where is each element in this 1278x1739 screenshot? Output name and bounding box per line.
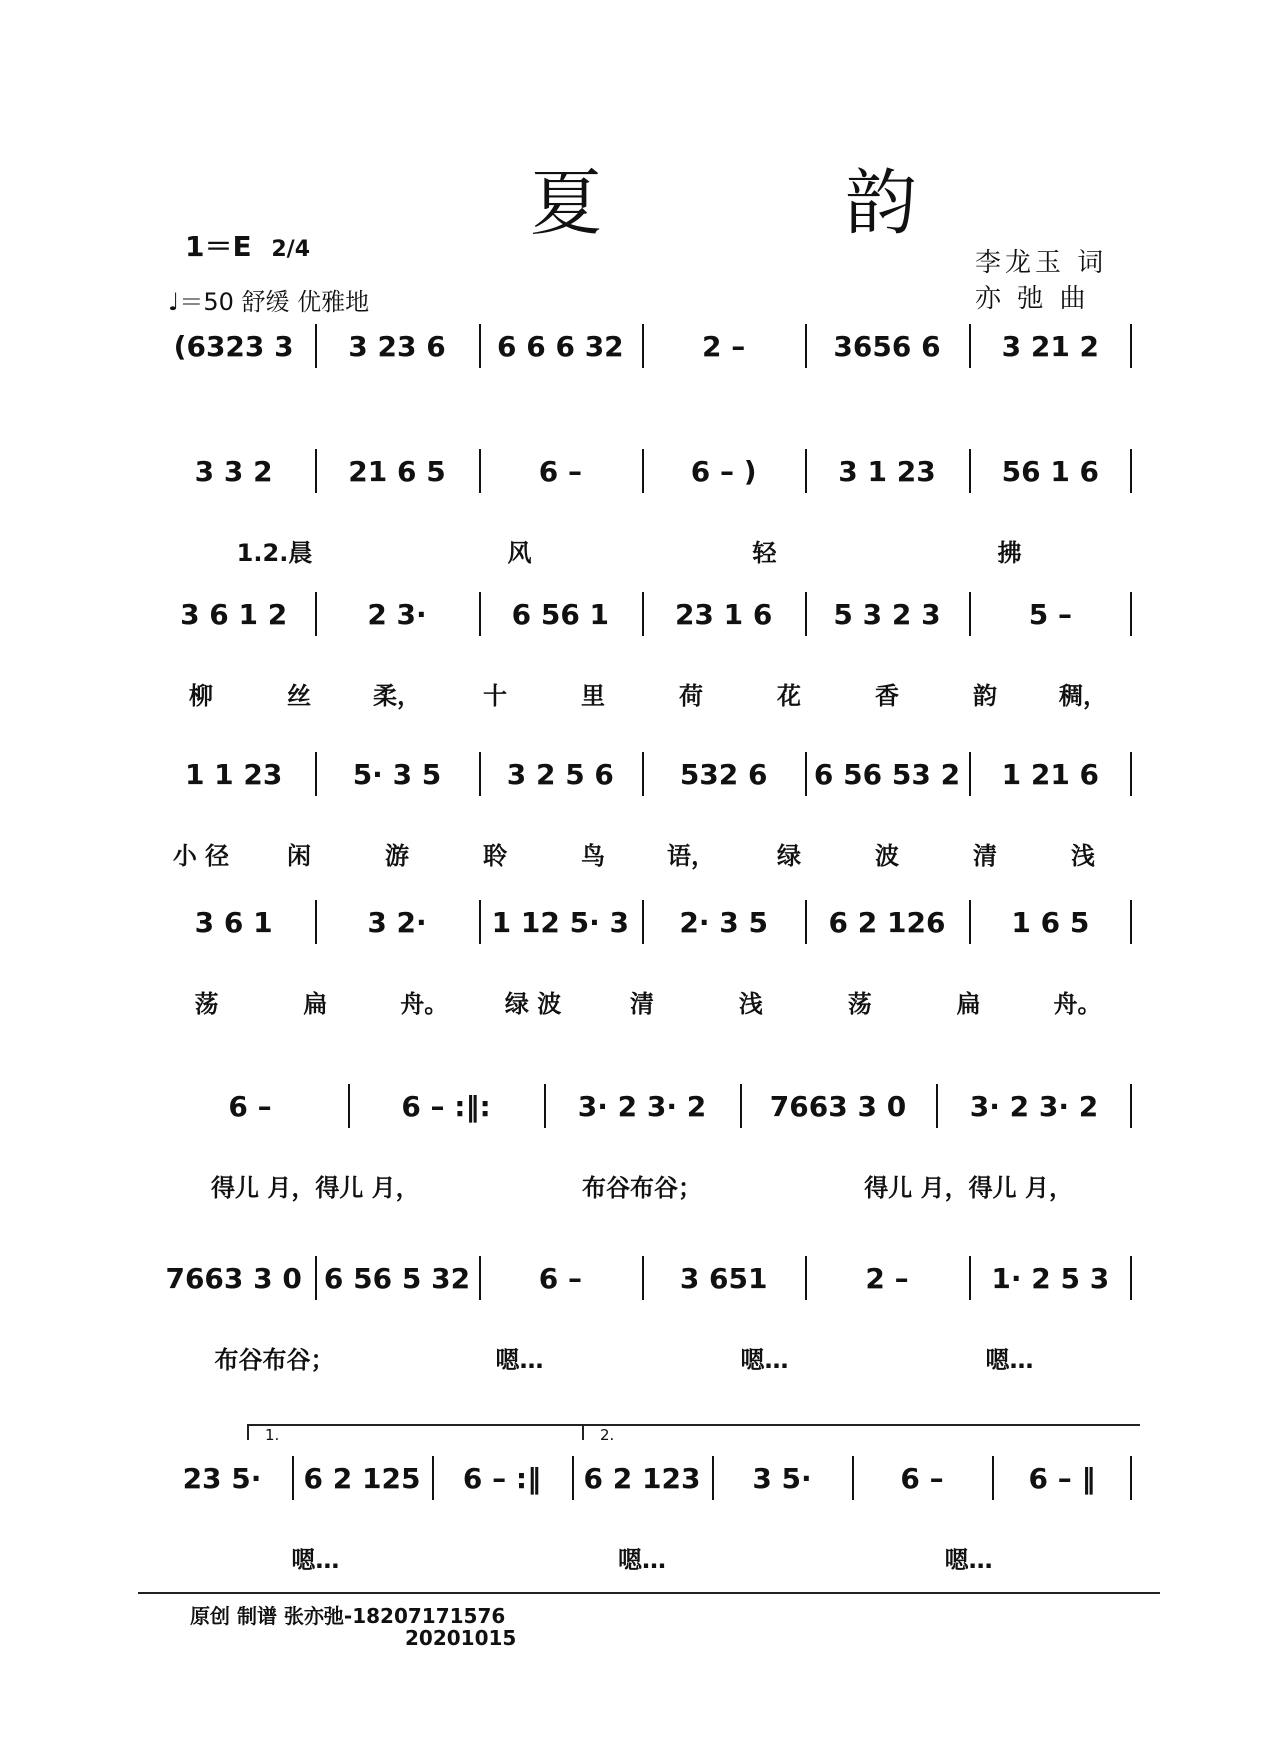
measure-line xyxy=(152,598,1132,648)
barline xyxy=(969,1256,971,1300)
measure: 6 2 123 xyxy=(583,1462,701,1495)
barline xyxy=(969,324,971,368)
barline xyxy=(740,1084,742,1128)
measure: 3 23 6 xyxy=(348,330,446,363)
measure: 6 – :‖ xyxy=(462,1462,542,1495)
lyric-syllable: 语， xyxy=(667,842,715,870)
measure: 3 651 xyxy=(679,1262,768,1295)
lyrics-line xyxy=(152,984,1132,1024)
measure: 1 12 5· 3 xyxy=(491,906,629,939)
lyric-syllable: 浅 xyxy=(1071,842,1095,870)
measure: 2· 3 5 xyxy=(679,906,768,939)
score-row xyxy=(152,1426,1132,1612)
measure-line xyxy=(152,455,1132,505)
barline xyxy=(432,1456,434,1500)
lyric-syllable: 鸟 xyxy=(581,842,605,870)
barline xyxy=(315,324,317,368)
lyric-syllable: 柳 xyxy=(189,682,213,710)
measure: 6 56 53 2 xyxy=(813,758,961,791)
measure: 6 – ‖ xyxy=(1028,1462,1096,1495)
measure: 2 – xyxy=(702,330,746,363)
measure-line xyxy=(152,906,1132,956)
measure: 3· 2 3· 2 xyxy=(969,1090,1099,1123)
barline xyxy=(805,324,807,368)
lyrics-line xyxy=(152,1540,1132,1580)
lyric-syllable: 嗯… xyxy=(740,1346,789,1374)
measure: 3656 6 xyxy=(833,330,941,363)
lyric-syllable: 轻 xyxy=(752,539,777,567)
key-signature xyxy=(185,225,310,265)
lyric-syllable: 布谷布谷； xyxy=(214,1346,335,1374)
measure: 3 6 1 xyxy=(194,906,273,939)
lyric-syllable: 闲 xyxy=(287,842,311,870)
barline xyxy=(479,1256,481,1300)
lyric-syllable: 扁 xyxy=(303,990,328,1018)
measure-line xyxy=(152,1462,1132,1512)
lyric-syllable: 花 xyxy=(777,682,801,710)
measure: 6 56 5 32 xyxy=(323,1262,471,1295)
barline xyxy=(642,1256,644,1300)
measure: 3 2 5 6 xyxy=(506,758,614,791)
composer-credit: 亦 弛 曲 xyxy=(975,284,1090,314)
score-row xyxy=(152,758,1132,908)
measure: 6 2 125 xyxy=(303,1462,421,1495)
barline xyxy=(969,752,971,796)
lyric-syllable: 荡 xyxy=(847,990,872,1018)
lyric-syllable: 聆 xyxy=(483,842,507,870)
lyric-syllable: 嗯… xyxy=(291,1546,340,1574)
barline xyxy=(479,324,481,368)
measure: 5 – xyxy=(1028,598,1072,631)
lyric-syllable: 嗯… xyxy=(495,1346,544,1374)
lyric-syllable: 稠， xyxy=(1059,682,1107,710)
lyric-syllable: 嗯… xyxy=(985,1346,1034,1374)
lyric-syllable: 浅 xyxy=(738,990,763,1018)
song-title: 夏 韵 xyxy=(530,161,1027,245)
barline xyxy=(315,900,317,944)
lyric-syllable: 清 xyxy=(973,842,997,870)
barline xyxy=(572,1456,574,1500)
lyric-syllable: 荡 xyxy=(194,990,219,1018)
measure: 1· 2 5 3 xyxy=(991,1262,1110,1295)
barline xyxy=(805,752,807,796)
measure: 6 6 6 32 xyxy=(497,330,624,363)
barline xyxy=(1130,752,1132,796)
lyric-syllable: 绿 xyxy=(777,842,801,870)
measure: 6 – xyxy=(538,455,582,488)
barline xyxy=(805,592,807,636)
lyric-syllable: 得儿 月，得儿 月， xyxy=(210,1174,420,1202)
volta-bracket: 2. xyxy=(582,1424,1140,1440)
barline xyxy=(315,449,317,493)
measure: 21 6 5 xyxy=(348,455,446,488)
measure: 23 5· xyxy=(182,1462,262,1495)
score-row xyxy=(152,906,1132,1056)
measure: 7663 3 0 xyxy=(165,1262,302,1295)
barline xyxy=(1130,324,1132,368)
lyrics-line xyxy=(152,836,1132,876)
barline xyxy=(479,449,481,493)
measure: 23 1 6 xyxy=(674,598,773,631)
barline xyxy=(936,1084,938,1128)
measure: 1 21 6 xyxy=(1001,758,1100,791)
footer-divider xyxy=(138,1592,1160,1594)
measure: 6 – :‖: xyxy=(401,1090,491,1123)
measure: 7663 3 0 xyxy=(769,1090,907,1123)
barline xyxy=(1130,592,1132,636)
measure: 3 3 2 xyxy=(194,455,273,488)
measure: 6 – xyxy=(538,1262,582,1295)
lyric-syllable: 布谷布谷； xyxy=(582,1174,702,1202)
measure: 2 3· xyxy=(367,598,427,631)
barline xyxy=(642,900,644,944)
lyric-syllable: 柔， xyxy=(373,682,421,710)
key-label: 1＝E xyxy=(185,230,252,263)
score-row xyxy=(152,598,1132,748)
measure: 532 6 xyxy=(679,758,768,791)
measure: 3 6 1 2 xyxy=(180,598,288,631)
measure: 1 6 5 xyxy=(1011,906,1090,939)
barline xyxy=(1130,449,1132,493)
barline xyxy=(544,1084,546,1128)
footer-date: 20201015 xyxy=(405,1626,517,1650)
barline xyxy=(1130,1084,1132,1128)
lyric-syllable: 荷 xyxy=(679,682,703,710)
barline xyxy=(479,900,481,944)
lyric-syllable: 丝 xyxy=(287,682,311,710)
measure-line xyxy=(152,1090,1132,1140)
barline xyxy=(642,324,644,368)
score-row xyxy=(152,1262,1132,1412)
measure: 3 2· xyxy=(367,906,427,939)
lyric-syllable: 游 xyxy=(385,842,409,870)
volta-bracket: 1. xyxy=(247,1424,590,1440)
barline xyxy=(969,900,971,944)
score-row xyxy=(152,1090,1132,1240)
barline xyxy=(805,900,807,944)
barline xyxy=(479,752,481,796)
barline xyxy=(1130,1256,1132,1300)
lyric-syllable: 扁 xyxy=(956,990,981,1018)
measure: 6 – ) xyxy=(690,455,757,488)
lyric-syllable: 波 xyxy=(875,842,899,870)
measure: 1 1 23 xyxy=(184,758,283,791)
measure: 6 – xyxy=(228,1090,272,1123)
measure: 56 1 6 xyxy=(1001,455,1100,488)
measure: 2 – xyxy=(865,1262,909,1295)
barline xyxy=(805,449,807,493)
barline xyxy=(805,1256,807,1300)
lyric-syllable: 十 xyxy=(483,682,507,710)
barline xyxy=(315,752,317,796)
footer-credit: 原创 制谱 张亦弛-18207171576 xyxy=(190,1604,506,1628)
lyric-syllable: 得儿 月，得儿 月， xyxy=(864,1174,1074,1202)
score-row xyxy=(152,455,1132,605)
measure: 6 2 126 xyxy=(828,906,946,939)
barline xyxy=(969,592,971,636)
lyric-syllable: 舟。 xyxy=(1053,990,1102,1018)
lyric-syllable: 拂 xyxy=(997,539,1022,567)
measure: 5 3 2 3 xyxy=(833,598,941,631)
measure: (6323 3 xyxy=(173,330,294,363)
barline xyxy=(642,752,644,796)
measure: 3 21 2 xyxy=(1001,330,1100,363)
measure: 6 – xyxy=(900,1462,944,1495)
lyrics-line xyxy=(152,1340,1132,1380)
lyric-syllable: 嗯… xyxy=(944,1546,993,1574)
lyric-syllable: 舟。 xyxy=(400,990,449,1018)
barline xyxy=(642,449,644,493)
lyric-syllable: 韵 xyxy=(973,682,997,710)
barline xyxy=(315,1256,317,1300)
barline xyxy=(1130,1456,1132,1500)
barline xyxy=(292,1456,294,1500)
lyric-syllable: 清 xyxy=(630,990,654,1018)
barline xyxy=(852,1456,854,1500)
time-signature: 2/4 xyxy=(271,237,311,262)
barline xyxy=(969,449,971,493)
lyrics-line xyxy=(152,1168,1132,1208)
lyric-syllable: 绿 波 xyxy=(504,990,562,1018)
lyric-syllable: 风 xyxy=(507,539,532,567)
barline xyxy=(1130,900,1132,944)
measure-line xyxy=(152,330,1132,380)
measure: 6 56 1 xyxy=(511,598,610,631)
measure-line xyxy=(152,1262,1132,1312)
barline xyxy=(348,1084,350,1128)
barline xyxy=(479,592,481,636)
barline xyxy=(315,592,317,636)
measure: 3· 2 3· 2 xyxy=(577,1090,707,1123)
tempo-marking: ♩＝50 舒缓 优雅地 xyxy=(168,288,370,316)
measure: 3 5· xyxy=(752,1462,812,1495)
measure-line xyxy=(152,758,1132,808)
barline xyxy=(712,1456,714,1500)
lyric-syllable: 嗯… xyxy=(618,1546,666,1574)
barline xyxy=(642,592,644,636)
measure: 3 1 23 xyxy=(838,455,936,488)
lyricist-credit: 李龙玉 词 xyxy=(975,248,1108,278)
lyric-syllable: 小 径 xyxy=(172,842,230,870)
measure: 5· 3 5 xyxy=(352,758,442,791)
barline xyxy=(992,1456,994,1500)
lyrics-line xyxy=(152,533,1132,573)
lyric-syllable: 1.2.晨 xyxy=(236,539,313,567)
lyric-syllable: 香 xyxy=(875,682,899,710)
lyrics-line xyxy=(152,676,1132,716)
lyric-syllable: 里 xyxy=(581,682,605,710)
